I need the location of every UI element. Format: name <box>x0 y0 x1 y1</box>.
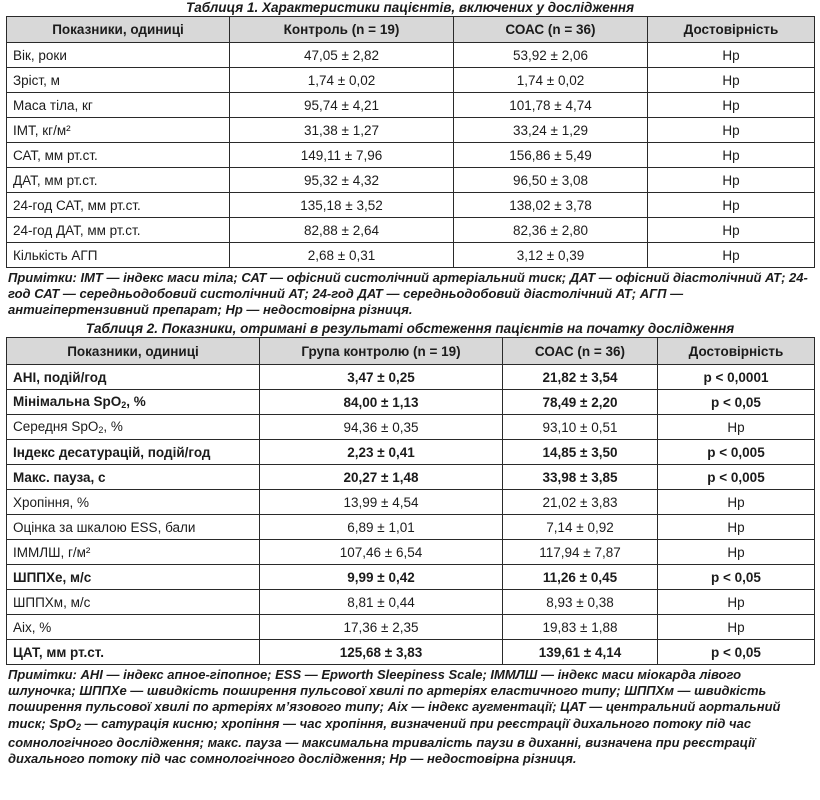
osas-value-cell: 3,12 ± 0,39 <box>454 243 648 268</box>
osas-value-cell: 7,14 ± 0,92 <box>503 515 658 540</box>
row-label-cell: 24-год ДАТ, мм рт.ст. <box>7 218 230 243</box>
row-label-cell: ШППХм, м/с <box>7 590 260 615</box>
row-label-cell: Хропіння, % <box>7 490 260 515</box>
table-row <box>7 243 815 268</box>
table-row <box>7 218 815 243</box>
row-label-text: Мінімальна SpO <box>13 394 122 409</box>
table2-header-cell: Група контролю (n = 19) <box>260 338 503 365</box>
significance-cell: Нр <box>658 590 815 615</box>
table1-note: Примітки: ІМТ — індекс маси тіла; САТ — офісний систолічний артеріальний тиск; ДАТ — офісний діастолічний АТ; 24-год САТ — середньодобовий систолічний АТ; 24-год ДАТ — середньодобовий діастолічний АТ; АГП — антигіпертензивний препарат; Нр — недостовірна різниця. <box>8 270 808 317</box>
control-value-cell: 107,46 ± 6,54 <box>260 540 503 565</box>
significance-cell: p < 0,005 <box>658 465 815 490</box>
table1-caption: Таблиця 1. Характеристики пацієнтів, включених у дослідження <box>185 0 635 15</box>
osas-value-cell: 93,10 ± 0,51 <box>503 415 658 440</box>
table-row <box>7 640 815 665</box>
table2-body <box>7 365 815 665</box>
significance-cell: Нр <box>658 540 815 565</box>
osas-value-cell: 53,92 ± 2,06 <box>454 43 648 68</box>
control-value-cell: 31,38 ± 1,27 <box>230 118 454 143</box>
significance-cell: Нр <box>648 68 815 93</box>
row-label-cell <box>7 415 260 440</box>
osas-value-cell: 101,78 ± 4,74 <box>454 93 648 118</box>
row-label-cell: ЦАТ, мм рт.ст. <box>7 640 260 665</box>
row-label-cell: ІММЛШ, г/м² <box>7 540 260 565</box>
table-row <box>7 465 815 490</box>
table-row <box>7 143 815 168</box>
row-label-unit: , % <box>126 394 146 409</box>
table2-note-text: Примітки: АНІ — індекс апное-гіпопное; ESS — Epworth Sleepiness Scale; ІММЛШ — індекс маси міокарда лівого шлуночка; ШППХе — швидкість поширення пульсової хвилі по артеріях еластичного типу; ШППХм — швидкість поширення пульсової хвилі по артеріях м’язового типу; Aix — індекс аугментації; ЦАТ — центральний аортальний тиск; SpO <box>8 667 781 731</box>
osas-value-cell: 11,26 ± 0,45 <box>503 565 658 590</box>
table-row <box>7 540 815 565</box>
table1-header-cell: Показники, одиниці <box>7 17 230 43</box>
significance-cell: p < 0,0001 <box>658 365 815 390</box>
row-label-cell: Вік, роки <box>7 43 230 68</box>
significance-cell: Нр <box>648 243 815 268</box>
significance-cell: Нр <box>648 43 815 68</box>
table-row <box>7 168 815 193</box>
control-value-cell: 82,88 ± 2,64 <box>230 218 454 243</box>
table-row <box>7 390 815 415</box>
table1 <box>6 16 815 268</box>
row-label-cell: Індекс десатурацій, подій/год <box>7 440 260 465</box>
control-value-cell: 13,99 ± 4,54 <box>260 490 503 515</box>
control-value-cell: 95,74 ± 4,21 <box>230 93 454 118</box>
table-row <box>7 615 815 640</box>
table-row <box>7 490 815 515</box>
row-label-cell: ДАТ, мм рт.ст. <box>7 168 230 193</box>
row-label-cell: 24-год САТ, мм рт.ст. <box>7 193 230 218</box>
row-label-unit: , % <box>103 419 123 434</box>
table2-caption: Таблиця 2. Показники, отримані в результаті обстеження пацієнтів на початку дослідження <box>85 321 735 336</box>
significance-cell: p < 0,005 <box>658 440 815 465</box>
row-label-cell: ШППХе, м/с <box>7 565 260 590</box>
table-row <box>7 565 815 590</box>
osas-value-cell: 96,50 ± 3,08 <box>454 168 648 193</box>
control-value-cell: 47,05 ± 2,82 <box>230 43 454 68</box>
osas-value-cell: 33,24 ± 1,29 <box>454 118 648 143</box>
table-row <box>7 118 815 143</box>
osas-value-cell: 82,36 ± 2,80 <box>454 218 648 243</box>
row-label-cell: Кількість АГП <box>7 243 230 268</box>
osas-value-cell: 14,85 ± 3,50 <box>503 440 658 465</box>
row-label-text: Середня SpO <box>13 419 99 434</box>
significance-cell: Нр <box>658 415 815 440</box>
row-label-cell: ІМТ, кг/м² <box>7 118 230 143</box>
table-row <box>7 93 815 118</box>
table2-header-cell: Показники, одиниці <box>7 338 260 365</box>
control-value-cell: 84,00 ± 1,13 <box>260 390 503 415</box>
row-label-cell: Зріст, м <box>7 68 230 93</box>
significance-cell: p < 0,05 <box>658 565 815 590</box>
osas-value-cell: 19,83 ± 1,88 <box>503 615 658 640</box>
table1-body <box>7 43 815 268</box>
table2 <box>6 337 815 665</box>
row-label-cell: Aix, % <box>7 615 260 640</box>
table1-header-cell: СОАС (n = 36) <box>454 17 648 43</box>
row-label-cell: САТ, мм рт.ст. <box>7 143 230 168</box>
table-row <box>7 415 815 440</box>
row-label-subscript: 2 <box>98 425 104 435</box>
control-value-cell: 17,36 ± 2,35 <box>260 615 503 640</box>
table-row <box>7 193 815 218</box>
control-value-cell: 3,47 ± 0,25 <box>260 365 503 390</box>
table2-note-subscript: 2 <box>75 721 81 732</box>
table-row <box>7 365 815 390</box>
table-row <box>7 68 815 93</box>
osas-value-cell: 1,74 ± 0,02 <box>454 68 648 93</box>
significance-cell: Нр <box>648 118 815 143</box>
control-value-cell: 2,68 ± 0,31 <box>230 243 454 268</box>
table1-header-cell: Достовірність <box>648 17 815 43</box>
table2-note-text-cont: — сатурація кисню; хропіння — час хропіння, визначений при реєстрації дихального потоку під час сомнологічного дослідження; макс. пауза — максимальна тривалість паузи в диханні, визначена при реєстрації дихального потоку під час сомнологічного дослідження; Нр — недостовірна різниця. <box>8 715 756 767</box>
row-label-subscript: 2 <box>121 400 127 410</box>
significance-cell: p < 0,05 <box>658 640 815 665</box>
control-value-cell: 2,23 ± 0,41 <box>260 440 503 465</box>
control-value-cell: 95,32 ± 4,32 <box>230 168 454 193</box>
osas-value-cell: 78,49 ± 2,20 <box>503 390 658 415</box>
significance-cell: Нр <box>648 93 815 118</box>
table1-header-row <box>7 17 815 43</box>
table-row <box>7 43 815 68</box>
control-value-cell: 135,18 ± 3,52 <box>230 193 454 218</box>
table-row <box>7 440 815 465</box>
control-value-cell: 125,68 ± 3,83 <box>260 640 503 665</box>
osas-value-cell: 117,94 ± 7,87 <box>503 540 658 565</box>
osas-value-cell: 8,93 ± 0,38 <box>503 590 658 615</box>
control-value-cell: 94,36 ± 0,35 <box>260 415 503 440</box>
control-value-cell: 8,81 ± 0,44 <box>260 590 503 615</box>
control-value-cell: 9,99 ± 0,42 <box>260 565 503 590</box>
significance-cell: Нр <box>648 218 815 243</box>
table-row <box>7 515 815 540</box>
row-label-cell: АНІ, подій/год <box>7 365 260 390</box>
significance-cell: Нр <box>648 193 815 218</box>
significance-cell: Нр <box>648 143 815 168</box>
significance-cell: Нр <box>658 490 815 515</box>
significance-cell: Нр <box>658 615 815 640</box>
osas-value-cell: 21,02 ± 3,83 <box>503 490 658 515</box>
table2-note <box>8 667 812 767</box>
table2-header-cell: СОАС (n = 36) <box>503 338 658 365</box>
control-value-cell: 149,11 ± 7,96 <box>230 143 454 168</box>
table1-header-cell: Контроль (n = 19) <box>230 17 454 43</box>
osas-value-cell: 21,82 ± 3,54 <box>503 365 658 390</box>
control-value-cell: 6,89 ± 1,01 <box>260 515 503 540</box>
osas-value-cell: 156,86 ± 5,49 <box>454 143 648 168</box>
control-value-cell: 20,27 ± 1,48 <box>260 465 503 490</box>
row-label-cell: Оцінка за шкалою ESS, бали <box>7 515 260 540</box>
significance-cell: Нр <box>648 168 815 193</box>
row-label-cell: Макс. пауза, с <box>7 465 260 490</box>
osas-value-cell: 139,61 ± 4,14 <box>503 640 658 665</box>
table2-header-row <box>7 338 815 365</box>
osas-value-cell: 33,98 ± 3,85 <box>503 465 658 490</box>
control-value-cell: 1,74 ± 0,02 <box>230 68 454 93</box>
osas-value-cell: 138,02 ± 3,78 <box>454 193 648 218</box>
significance-cell: Нр <box>658 515 815 540</box>
table-row <box>7 590 815 615</box>
row-label-cell: Маса тіла, кг <box>7 93 230 118</box>
row-label-cell <box>7 390 260 415</box>
table2-header-cell: Достовірність <box>658 338 815 365</box>
significance-cell: p < 0,05 <box>658 390 815 415</box>
